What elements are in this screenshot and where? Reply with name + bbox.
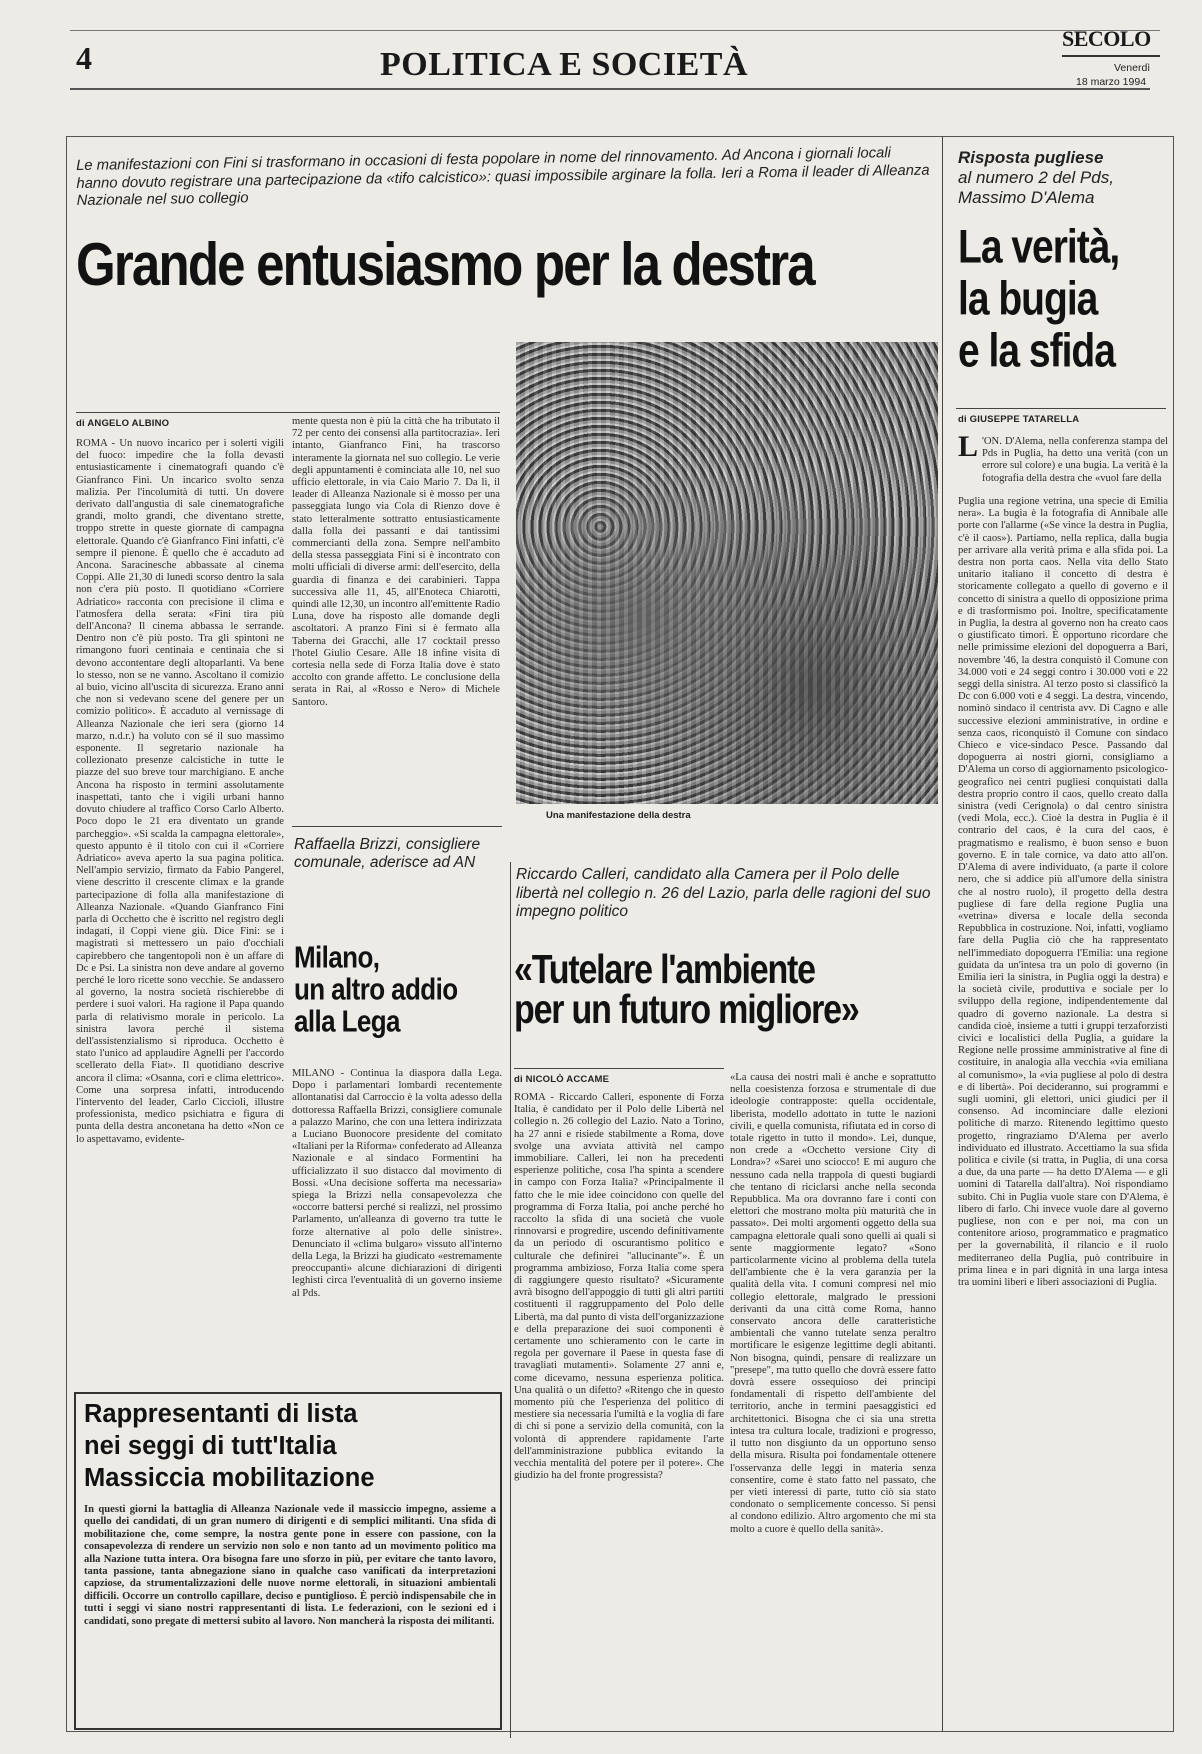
masthead-bottom-rule bbox=[70, 88, 1150, 90]
sidebar-headline-line-1: La verità, bbox=[958, 220, 1120, 274]
box-headline-line-3: Massiccia mobilitazione bbox=[84, 1464, 375, 1492]
section-title: POLITICA E SOCIETÀ bbox=[380, 46, 748, 83]
page-number: 4 bbox=[76, 40, 92, 76]
logo-underline bbox=[1062, 55, 1160, 57]
sidebar-headline bbox=[958, 216, 1170, 378]
box-headline-line-2: nei seggi di tutt'Italia bbox=[84, 1432, 337, 1460]
issue-date: 18 marzo 1994 bbox=[1076, 76, 1147, 88]
weekday-label: Venerdì bbox=[1114, 62, 1151, 74]
main-kicker-text: Le manifestazioni con Fini si trasformano in occasioni di festa popolare in nome del rinnovamento. Ad Ancona i giornali locali hanno dovuto registrare una partecipazione da «tifo calcistico»: quasi impossibile arginare la folla. Ieri a Roma il leader di Alleanza Nazionale nel suo collegio bbox=[76, 145, 930, 209]
calleri-col-2: «La causa dei nostri mali è anche e soprattutto nella coesistenza forzosa e strumentale di due ideologie contrapposte: quella occidentale, liberista, modello adottato in tutte le nazioni civili, e quella comunista, rifiutata ed in corso di totale rigetto in tutto il mondo». Lei, dunque, non crede a «Occhetto versione City di Londra»? «Sarei uno sciocco! E mi auguro che nessuno cada nella trappola di questi bugiardi che tentano di riciclarsi anche nella seconda Repubblica. Ma ora dovranno fare i conti con elettori che mostrano molta più maturità che in passato». Dei molti argomenti oggetto della sua campagna elettorale quali sono quelli ai quali si sente maggiormente legato? «Sono particolarmente vicino al problema della tutela dell'ambiente che è la vera garanzia per la qualità della vita. I comuni compresi nel mio collegio elettorale, malgrado le pressioni derivanti da una città come Roma, hanno conservato ancora delle caratteristiche ambientali che vanno tutelate senza peraltro mortificare le esigenze legittime degli abitanti. Non bisogna, quindi, pensare di realizzare un "presepe", ma tutto quello che dovrà essere fatto dovrà essere ossequioso dei principi fondamentali di rispetto dell'ambiente del territorio, anche in termini paesaggistici ed architettonici. Bisogna che ci sia una stretta intesa tra cultura locale, tradizioni e progresso, il tutto non disgiunto da un opportuno senso della misura. Risulta poi fondamentale ottenere l'osservanza delle leggi in materia senza consentire, come è stato fatto nel passato, che per vieti interessi di parte, tutto ciò sia stato condonato o semplicemente concesso. Si pensi al condono edilizio. Altro argomento che mi sta molto a cuore è quello della sanità». bbox=[730, 1072, 936, 1535]
sidebar-kicker-line-2: al numero 2 del Pds, bbox=[958, 168, 1114, 187]
sidebar-byline-rule bbox=[956, 408, 1166, 409]
sidebar-body: 'ON. D'Alema, nella conferenza stampa del Pds in Puglia, ha detto una verità (con un errore sul colore) e una bugia. La verità è la fotografia della destra che «vuol fare della bbox=[982, 436, 1168, 484]
milano-body: MILANO - Continua la diaspora dalla Lega. Dopo i parlamentari lombardi recentemente allontanatisi dal Carroccio è la volta adesso della dottoressa Raffaella Brizzi, consigliere comunale a palazzo Marino, che con una lettera indirizzata a Luciano Buonocore presidente del comitato «Italiani per la Riforma» confederato ad Alleanza Nazionale e al sindaco Formentini ha ufficializzato il suo distacco dal movimento di Bossi. «Una decisione sofferta ma necessaria» spiega la Brizzi nella consapevolezza che «occorre battersi perché si realizzi, nel prossimo Parlamento, un'alleanza di governo tra tutte le forze alternative al polo delle sinistre». Denunciato il «clima bulgaro» vissuto all'interno della Lega, la Brizzi ha giudicato «estremamente preoccupanti» alcune dichiarazioni di dirigenti leghisti circa l'eventualità di un governo insieme al Pds. bbox=[292, 1068, 502, 1299]
calleri-headline-line-2: per un futuro migliore» bbox=[514, 987, 859, 1033]
milano-top-rule bbox=[292, 826, 502, 827]
box-headline bbox=[84, 1398, 496, 1494]
calleri-col-1: ROMA - Riccardo Calleri, esponente di Forza Italia, è candidato per il Polo delle Libertà nel collegio n. 26 collegio del Lazio. Nato a Torino, ha 27 anni e risiede stabilmente a Roma, dove svolge una avviata attività nel campo immobiliare. Calleri, lei non ha precedenti esperienze politiche, cosa l'ha spinta a scendere in campo con Forza Italia? «Principalmente il fatto che le mie idee coincidono con quelle del programma di Forza Italia, poi anche perché ho raccolto la sfida di una società che vuole rinnovarsi e progredire, uscendo definitivamente da un periodo di oscurantismo politico e culturale che definirei "allucinante"». È un programma ambizioso, Forza Italia come spera di raggiungere questo risultato? «Sicuramente avrà bisogno dell'appoggio di tutti gli altri partiti costituenti il raggruppamento del Polo delle Libertà, ma dal punto di vista dell'organizzazione e della preparazione dei suoi componenti è certamente uno schieramento con le carte in regola per governare il Paese in questa fase di travagliati mutamenti». Solamente 27 anni e, come dicevamo, nessuna esperienza politica. Una qualità o un difetto? «Ritengo che in questo momento più che l'esperienza del politico di mestiere sia necessaria l'umiltà e la voglia di fare di chi si pone a servizio della comunità, con la volontà di apprendere rapidamente l'arte dell'amministrazione pubblica evitando la vecchia mentalità del potere per il potere». Che giudizio ha del fronte progressista? bbox=[514, 1092, 724, 1482]
calleri-kicker: Riccardo Calleri, candidato alla Camera per il Polo delle libertà nel collegio n. 26 del Lazio, parla delle ragioni del suo impegno politico bbox=[516, 866, 931, 920]
sidebar-kicker-line-3: Massimo D'Alema bbox=[958, 188, 1095, 207]
milano-headline-line-3: alla Lega bbox=[294, 1003, 400, 1039]
milano-headline-line-1: Milano, bbox=[294, 939, 380, 975]
sidebar-divider bbox=[942, 136, 943, 1732]
main-headline: Grande entusiasmo per la destra bbox=[76, 230, 814, 299]
box-headline-line-1: Rappresentanti di lista bbox=[84, 1400, 358, 1428]
calleri-headline-line-1: «Tutelare l'ambiente bbox=[514, 947, 815, 993]
sidebar-kicker bbox=[958, 148, 1168, 208]
masthead-top-rule bbox=[70, 30, 1160, 31]
main-byline-rule bbox=[76, 412, 500, 413]
sidebar-headline-line-3: e la sfida bbox=[958, 324, 1115, 378]
sidebar-drop-cap: L bbox=[958, 430, 979, 463]
sidebar-headline-line-2: la bugia bbox=[958, 272, 1098, 326]
paper-name-logo: SECOLO bbox=[1062, 26, 1151, 51]
main-byline: di ANGELO ALBINO bbox=[76, 418, 170, 429]
main-col-2: mente questa non è più la città che ha tributato il 72 per cento dei consensi alla partitocrazia». Ieri intanto, Gianfranco Fini, ha trascorso interamente la giornata nel suo collegio. Le verie degli appuntamenti è cominciata alle 10, nel suo ufficio elettorale, in via Caio Mario 7. Da lì, il leader di Alleanza Nazionale si è mosso per una passeggiata lungo via Cola di Rienzo dove è stato letteralmente sottratto entusiasticamente dalla folla dei passanti e dai tantissimi commercianti della zona. Sempre nell'ambito della stessa passeggiata Fini si è incontrato con molti ufficiali di diverse armi: dell'esercito, della guardia di finanza e dei carabinieri. Tappa successiva alle 11, 45, all'Enoteca Chiarotti, quindi alle 12,30, un incontro all'emittente Radio Luna, dove ha risposto alle domande degli ascoltatori. A pranzo Fini si è fermato alla Taberna dei Gracchi, alle 17 cocktail presso l'hotel Giulio Cesare. Alle 18 infine visita di cortesia nella sede di Forza Italia dove è stato accolto con grande affetto. Le conclusione della serata in Rai, al «Rosso e Nero» di Michele Santoro. bbox=[292, 416, 500, 708]
photo-caption: Una manifestazione della destra bbox=[546, 810, 691, 821]
main-col-1: ROMA - Un nuovo incarico per i solerti vigili del fuoco: impedire che la folla devasti entusiasticamente i cinematografi quando c'è Gianfranco Fini. Un incarico svolto senza malizia. Per l'incolumità di tutti. Un dovere derivato dall'angustia di sale cinematografiche grandi, molto grandi, che diventano strette, troppo strette in queste giornate di campagna elettorale. Quando c'è Gianfranco Fini infatti, c'è sempre il pienone. È quello che è accaduto ad Ancona. Saracinesche abbassate al cinema Coppi. Alle 21,30 di lunedì scorso dentro la sala non c'era più posto. Il quotidiano «Corriere Adriatico» racconta con precisione il clima e l'atmosfera della serata: «Fini tira più dell'Ancona? Il cinema abbassa le serrande. Dentro non c'è più posto. Tra gli spintoni ne rimangono fuori centinaia e centinaia che si devono accontentare degli altoparlanti. Va bene lo stesso, non se ne vanno. Ascoltano il comizio al buio, vicino all'uscita di sicurezza. Erano anni che non si vedevano scene del genere per un comizio politico». È accaduto al vernissage di Alleanza Nazionale che ieri sera (giorno 14 marzo, n.d.r.) ha voluto con sé il suo massimo esponente. Il segretario nazionale ha collezionato presenze calcistiche in tutte le piazze del suo breve tour marchigiano. E anche Ancona ha risposto in termini assolutamente inaspettati, tanto che i vigili urbani hanno dovuto chiudere al traffico Corso Carlo Alberto. Poco dopo le 21 era diventato un grande parcheggio». «Si scalda la campagna elettorale», questo appunto è il titolo con cui il «Corriere Adriatico» aveva aperto la sua pagina politica. Nell'ampio servizio, firmato da Fabio Pangerel, viene descritto il crescente climax e la grande partecipazione di folla alla manifestazione di Alleanza Nazionale. «Quando Gianfranco Fini parla di Occhetto che è iscritto nel registro degli indagati, il Coppi viene giù. Dice Fini: se i magistrati si mettessero un paio d'occhiali capirebbero che tangentopoli non è un affare di Dc e Psi. La sinistra non deve andare al governo perché le loro ricette sono vecchie. Se andassero al governo, la nostra società rischierebbe di perdere i suoi valori. Ha ragione il Papa quando parla di relativismo morale in pericolo. La sinistra lavora perché il sistema dell'assistenzialismo si riproduca. Occhetto è stato l'unico ad applaudire Agnelli per l'accordo scellerato della Fiat». Il quotidiano descrive ancora il clima: «Osanna, cori e clima elettrico». Come una sorpresa infatti, introducendo l'intervento del leader, Carlo Ciccioli, illustre professionista, medico psichiatra e figura di punta della destra anconetana ha detto «Non ce lo aspettavamo, evidente- bbox=[76, 438, 284, 1145]
calleri-headline bbox=[514, 946, 942, 1033]
sidebar-kicker-line-1: Risposta pugliese bbox=[958, 148, 1104, 167]
milano-kicker: Raffaella Brizzi, consigliere comunale, aderisce ad AN bbox=[294, 836, 481, 871]
milano-headline-line-2: un altro addio bbox=[294, 971, 458, 1007]
sidebar-body-tail: Puglia una regione vetrina, una specie di Emilia nera». La bugia è la fotografia di Annibale alle porte con l'allarme («Se vince la destra in Puglia, c'è il caos»). Partiamo, nella replica, dalla bugia per arrivare alla verità prima e alla sfida poi. La destra non porta caos. Nella vita dello Stato unitario italiano il concetto di destra è storicamente collegato a quello di governo e il concetto di sinistra a quello di opposizione prima e di trasformismo poi. Inoltre, specificatamente in Puglia, la destra al governo non ha creato caos o giustificato timori. È opportuno ricordare che nelle primissime elezioni del dopoguerra a Bari, novembre '46, la destra conquistò il Comune con 34.000 voti e 24 seggi contro i 30.000 voti e 22 seggi della sinistra. Al terzo posto si classificò la Dc con 6.000 voti e 4 seggi. La destra, vincendo, nominò sindaco il centrista avv. Di Cagno e alle successive elezioni amministrative, in ordine e senza caos, riconquistò il Comune con sindaco Chieco e vice-sindaco Pesce. Passando dal dopoguerra ai nostri giorni, consigliamo a D'Alema un corso di aggiornamento psicologico-geografico nei centri pugliesi conquistati dalla destra proprio contro il caos, quello creato dalla sinistra (vedi Cerignola) o dal centro sinistra (vedi Mola, ecc.). Cioè la destra in Puglia è il contrario del caos, è la cura del caos, è pragmatismo e realismo, è buon senso e buon governo. E in tale cornice, va dato atto all'on. D'Alema di avere individuato, (a parte il colore nero, che si addice più all'umore della sinistra che al nostro ruolo), il progetto della destra pugliese di fare della regione Puglia una «vetrina» diversa e locale della seconda Repubblica in costruzione. Noi, infatti, vogliamo fare della Puglia ciò che ha rappresentato nell'immediato dopoguerra l'Emilia: una regione guidata da un'intesa tra un polo di governo (in Emilia ieri la sinistra, in Puglia oggi la destra) e la società civile, produttiva e sociale per lo sviluppo della regione, indipendentemente dal quadro di governo nazionale. La destra si candida cioè, insieme a tutti i gruppi terzaforzisti civici e localistici della Puglia, a guidare la Regione nelle prossime amministrative al fine di costituire, in analogia alla vecchia «via emiliana al comunismo», la «via pugliese al polo di destra e di libertà». Poi decideranno, sui programmi e sugli uomini, gli elettori, unici giudici per il consenso. Ad incominciare dalle elezioni politiche di marzo. Ritenendo legittimo questo progetto, ringraziamo D'Alema per averlo individuato ed illustrato. Accettiamo la sua sfida politica e civile (si tratta, in Puglia, di una corsa a due, da una parte — ha detto D'Alema — e gli uomini di Tatarella dall'altra). Noi rispondiamo subito. Chi in Puglia vuole stare con D'Alema, è libero di farlo. Chi invece vuole dare al governo pugliese, non con e per noi, ma con un contenitore arioso, programmatico e pragmatico per la governabilità, il rilancio e il ruolo mediterraneo della Puglia, può contribuire in prima linea e in pari dignità in una larga intesa tra uomini liberi e liberi associazioni di Puglia. bbox=[958, 496, 1168, 1288]
calleri-divider bbox=[510, 862, 511, 1738]
sidebar-byline: di GIUSEPPE TATARELLA bbox=[958, 414, 1080, 425]
crowd-photo bbox=[516, 342, 938, 804]
calleri-byline-rule bbox=[514, 1068, 724, 1069]
calleri-byline: di NICOLÒ ACCAME bbox=[514, 1074, 610, 1085]
milano-headline bbox=[294, 938, 500, 1039]
sidebar-body-continued bbox=[958, 496, 1168, 1730]
box-body: In questi giorni la battaglia di Alleanza Nazionale vede il massiccio impegno, assieme a quello dei candidati, di un gran numero di dirigenti e di semplici militanti. Una sfida di mobilitazione che, come sempre, la nostra gente pone in essere con passione, con la consapevolezza di rendere un servizio non solo e non tanto ad un movimento politico ma alla Nazione tutta intera. Ora bisogna fare uno sforzo in più, per evitare che tanto lavoro, tanta passione, tanta abnegazione siano in qualche caso vanificati da interpretazioni capziose, da strumentalizzazioni delle nuove norme elettorali, in situazioni ambientali difficili. Occorre un controllo capillare, deciso e puntiglioso. È perciò indispensabile che in tutti i seggi vi siano nostri rappresentanti di lista. Le federazioni, con le sezioni ed i candidati, sono pregate di mettersi subito al lavoro. Non mancherà la risposta dei militanti. bbox=[84, 1504, 496, 1627]
